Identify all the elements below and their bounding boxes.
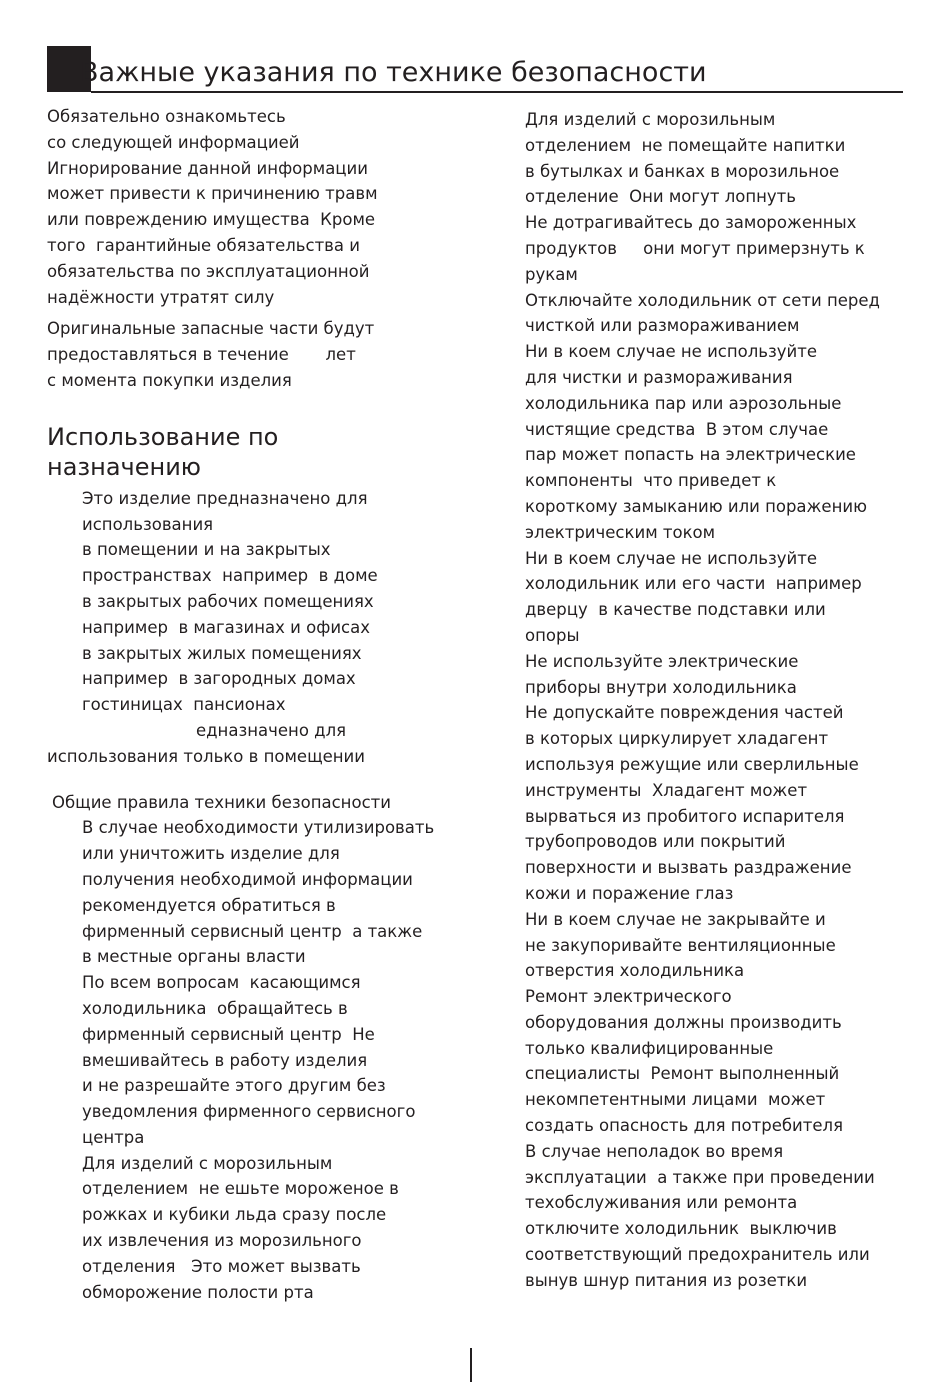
text-line: отделением не помещайте напитки (525, 135, 846, 155)
text-line: пар может попасть на электрические (525, 445, 856, 465)
text-line: используя режущие или сверлильные (525, 754, 859, 774)
left-column (47, 104, 467, 1305)
title-underline (91, 91, 903, 93)
text-line: Ни в коем случае не используйте (525, 342, 818, 362)
text-line: в закрытых жилых помещениях (82, 643, 362, 663)
text-line: отделения Это может вызвать (82, 1256, 361, 1276)
text-line: Оригинальные запасные части будут (47, 319, 375, 339)
text-line: Обязательно ознакомьтесь (47, 107, 286, 126)
text-line: отверстия холодильника (525, 961, 745, 981)
text-line: в помещении и на закрытых (82, 540, 331, 560)
text-line: предоставляться в течение лет (47, 345, 356, 365)
section-title-line: назначению (47, 452, 201, 481)
text-line: пространствах например в доме (82, 566, 378, 586)
text-line: Не допускайте повреждения частей (525, 703, 844, 723)
text-line: фирменный сервисный центр а также (82, 921, 423, 941)
text-line: или повреждению имущества Кроме (47, 210, 376, 230)
page-footer-marker (470, 1348, 472, 1382)
text-line: В случае неполадок во время (525, 1141, 784, 1161)
text-line: отключите холодильник выключив (525, 1219, 837, 1239)
text-line: того гарантийные обязательства и (47, 235, 360, 255)
text-line: центра (82, 1127, 145, 1147)
text-line: компоненты что приведет к (525, 471, 777, 491)
text-line: чисткой или размораживанием (525, 316, 800, 336)
text-line: для чистки и размораживания (525, 367, 793, 387)
text-line: обязательства по эксплуатационной (47, 261, 370, 281)
text-line: электрическим током (525, 522, 716, 542)
text-line: холодильник или его части например (525, 574, 862, 594)
text-line: холодильника обращайтесь в (82, 998, 348, 1018)
text-line: получения необходимой информации (82, 869, 413, 889)
text-line: Не дотрагивайтесь до замороженных (525, 213, 857, 233)
text-line: не закупоривайте вентиляционные (525, 935, 836, 955)
text-line: или уничтожить изделие для (82, 844, 340, 864)
text-line: Ремонт электрического (525, 987, 732, 1007)
text-line: создать опасность для потребителя (525, 1116, 844, 1136)
section-title-line: Использование по (47, 422, 279, 451)
text-line: вмешивайтесь в работу изделия (82, 1050, 368, 1070)
text-line: вынув шнур питания из розетки (525, 1270, 808, 1290)
text-line: в которых циркулирует хладагент (525, 729, 829, 749)
text-line: специалисты Ремонт выполненный (525, 1064, 840, 1084)
text-line: Для изделий с морозильным (525, 110, 776, 129)
text-line: рожках и кубики льда сразу после (82, 1205, 387, 1225)
text-line: вырваться из пробитого испарителя (525, 806, 845, 826)
text-line: эксплуатации а также при проведении (525, 1167, 875, 1187)
text-line: Ни в коем случае не закрывайте и (525, 909, 826, 929)
text-line: приборы внутри холодильника (525, 677, 797, 697)
text-line: отделением не ешьте мороженое в (82, 1179, 399, 1199)
text-line: инструменты Хладагент может (525, 780, 808, 800)
text-line: например в загородных домах (82, 669, 356, 689)
text-line: обморожение полости рта (82, 1282, 314, 1302)
text-line: использования только в помещении (47, 746, 365, 766)
text-line: дверцу в качестве подставки или (525, 600, 826, 620)
text-line: со следующей информацией (47, 132, 300, 152)
text-line: уведомления фирменного сервисного (82, 1102, 416, 1122)
text-line: Игнорирование данной информации (47, 158, 368, 178)
text-line: например в магазинах и офисах (82, 617, 371, 637)
text-line: только квалифицированные (525, 1038, 774, 1058)
text-line: в местные органы власти (82, 947, 306, 967)
text-line: оборудования должны производить (525, 1012, 842, 1032)
subsection-title-general-safety: Общие правила техники безопасности (52, 792, 391, 812)
section-title-intended-use (47, 422, 467, 482)
text-line: Отключайте холодильник от сети перед (525, 290, 880, 310)
text-line: короткому замыканию или поражению (525, 496, 867, 516)
spare-parts-paragraph (47, 316, 467, 393)
general-safety-list (47, 815, 467, 1305)
text-line: может привести к причинению травм (47, 184, 378, 204)
text-line: едназначено для (196, 720, 347, 740)
text-line: трубопроводов или покрытий (525, 832, 786, 852)
text-line: продуктов они могут примерзнуть к (525, 238, 865, 258)
text-line: Не используйте электрические (525, 651, 799, 671)
text-line: использования (82, 514, 214, 534)
text-line: соответствующий предохранитель или (525, 1245, 870, 1265)
text-line: в закрытых рабочих помещениях (82, 591, 374, 611)
text-line: рекомендуется обратиться в (82, 895, 336, 915)
page-header (47, 46, 903, 94)
text-line: некомпетентными лицами может (525, 1090, 826, 1110)
text-line: фирменный сервисный центр Не (82, 1024, 375, 1044)
intended-use-list (47, 486, 467, 770)
text-line: чистящие средства В этом случае (525, 419, 829, 439)
text-line: рукам (525, 264, 578, 284)
text-line: холодильника пар или аэрозольные (525, 393, 842, 413)
text-line: надёжности утратят силу (47, 287, 275, 307)
intro-paragraph (47, 104, 467, 310)
text-line: По всем вопросам касающимся (82, 973, 361, 993)
text-line: отделение Они могут лопнуть (525, 187, 797, 207)
text-line: их извлечения из морозильного (82, 1231, 362, 1251)
page-title: Важные указания по технике безопасности (80, 57, 707, 88)
text-line: Это изделие предназначено для (82, 488, 368, 508)
text-line: поверхности и вызвать раздражение (525, 858, 852, 878)
text-line: Для изделий с морозильным (82, 1153, 333, 1173)
text-line: с момента покупки изделия (47, 370, 292, 390)
text-line: техобслуживания или ремонта (525, 1193, 798, 1213)
text-line: опоры (525, 625, 580, 645)
text-line: Ни в коем случае не используйте (525, 548, 818, 568)
text-line: и не разрешайте этого другим без (82, 1076, 386, 1096)
text-line: в бутылках и банках в морозильное (525, 161, 840, 181)
text-line: кожи и поражение глаз (525, 883, 734, 903)
right-column (525, 107, 905, 1294)
text-line: гостиницах пансионах (82, 695, 286, 715)
text-line: В случае необходимости утилизировать (82, 818, 435, 838)
